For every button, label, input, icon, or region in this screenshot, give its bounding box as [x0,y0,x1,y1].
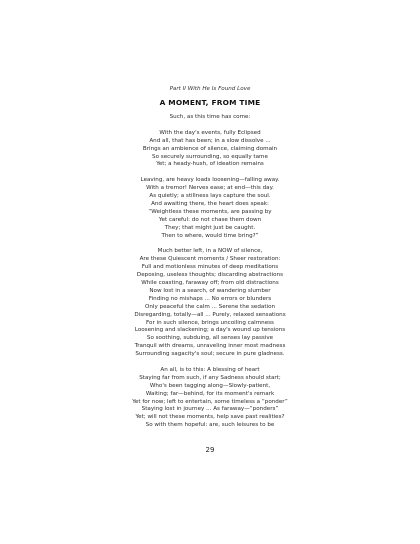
poem-line: They; that might just be caught. [164,224,256,231]
poem-line: Loosening and slackening; a day's wound up tensions [134,327,286,334]
poem-line: Staying lost in journey ... As faraway—“ponders” [141,406,279,413]
poem-line: And awaiting there, the heart does speak: [151,200,269,207]
poem-line: With a tremor! Nerves ease; at end—this day. [146,185,274,192]
poem-line: And all, that has been; in a slow dissolve ... [149,137,271,144]
poem-line: Full and motionless minutes of deep meditations [141,264,279,271]
poem-line: Then to where, would time bring?” [161,232,259,239]
poem-line: Only peaceful the calm ... Serene the sedation [144,303,276,310]
poem-line: Yet; a heady-hush, of ideation remains [156,161,264,168]
poem-line: Staying far from such, if any Sadness should start; [139,374,281,381]
poem-line: So soothing, subduing, all senses lay passive [146,335,274,342]
poem-line: Yet careful: do not chase them down [158,216,262,223]
poem-title: A MOMENT, FROM TIME [159,98,261,107]
poem-line: Disregarding, totally—all ... Purely, relaxed sensations [134,311,286,318]
poem-line: Who's been tagging along—Slowly-patient, [149,382,271,389]
poem-line: Deposing, useless thoughts; discarding abstractions [136,272,284,279]
stanza-break [0,240,420,248]
stanza-break [0,169,420,177]
poem-line: Finding no mishaps ... No errors or blunders [148,295,272,302]
poem-body [0,114,420,430]
poem-line: Yet; will not these moments, help save past realities? [135,414,285,421]
poem-line: Surrounding sagacity's soul; secure in pure gladness. [135,351,285,358]
stanza-break [0,122,420,130]
poem-line: While coasting, faraway off; from old distractions [141,279,279,286]
page-number: 29 [205,446,215,454]
poem-line: As quietly; a stillness lays capture the soul. [149,193,271,200]
poem-line: “Weightless these moments, are passing by [148,208,272,215]
poem-line: Tranquil with dreams, unraveling inner most madness [134,343,286,350]
poem-line: Much better left, in a NOW of silence, [157,248,263,255]
poem-line: An all, is to this: A blessing of heart [160,366,260,373]
poem-line: Such, as this time has come: [169,114,251,120]
poem-line: Yet for now; left to entertain, some timeless a “ponder” [132,398,288,405]
poem-line: So with them hopeful: are, such leisures to be [145,422,275,429]
poem-line: Are these Quiescent moments / Sheer restoration: [139,256,281,263]
poem-line: For in such silence, brings uncoiling calmness [146,319,274,326]
poem-line: Now lost in a search, of wandering slumber [149,287,271,294]
poem-line: Leaving, are heavy loads loosening—falling away. [140,177,280,184]
running-head: Part II With He Is Found Love [169,86,251,92]
poem-line: So securely surrounding, so equally tame [152,153,268,160]
stanza-break [0,359,420,367]
poem-line: Brings an ambience of silence, claiming domain [142,145,278,152]
poem-line: With the day's events, fully Eclipsed [159,129,261,136]
poem-line: Waiting; far—behind, for its moment's remark [145,390,275,397]
